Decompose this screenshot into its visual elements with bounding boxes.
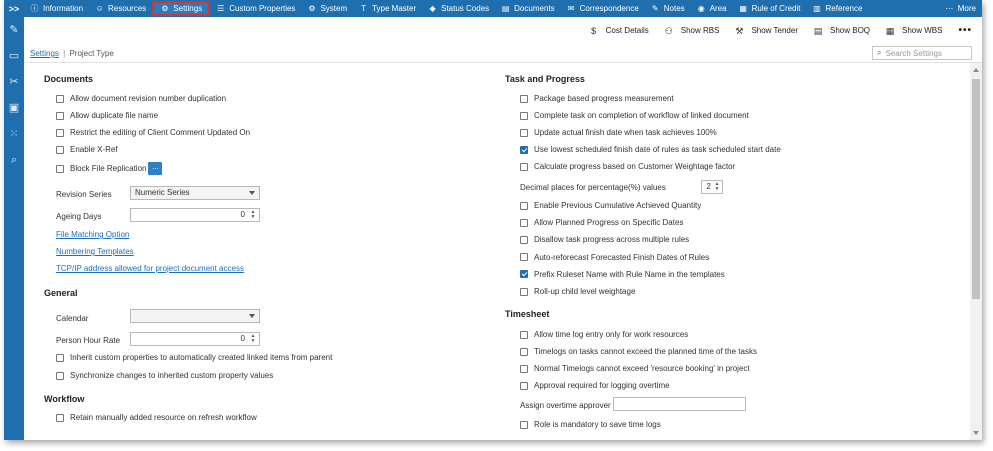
show-tender-button[interactable]	[733, 26, 798, 36]
breadcrumb	[30, 49, 114, 58]
map-pin-icon: ◉	[697, 4, 705, 13]
collapse-nav-button[interactable]: >>	[8, 3, 20, 14]
checkbox[interactable]	[520, 236, 528, 244]
nav-more-label: More	[957, 4, 976, 13]
book-icon: ▥	[813, 4, 821, 13]
checkbox[interactable]	[520, 421, 528, 429]
nav-item-notes[interactable]	[645, 1, 691, 16]
checkbox-row-restrict-the-editing-of-client-comment-updated-on[interactable]	[56, 128, 250, 137]
checkbox-label: Block File Replication	[70, 164, 147, 173]
gears-icon: ⚙	[161, 4, 169, 13]
revision-series-label: Revision Series	[56, 190, 112, 199]
calendar-label: Calendar	[56, 314, 89, 323]
breadcrumb-current: Project Type	[69, 49, 114, 58]
rule-icon: ▦	[739, 4, 747, 13]
checkbox-label: Update actual finish date when task achieves 100%	[534, 128, 717, 137]
nav-item-status-codes[interactable]	[422, 1, 495, 16]
checkbox-row-block-file-replication[interactable]	[56, 162, 162, 175]
nav-item-settings[interactable]	[152, 1, 210, 16]
nav-item-custom-properties[interactable]	[210, 1, 301, 16]
edit-icon[interactable]: ✎	[9, 24, 19, 36]
show-boq-button[interactable]	[812, 26, 870, 36]
nav-item-resources[interactable]	[89, 1, 152, 16]
checkbox-row-approval-required-for-logging-overtime[interactable]	[520, 381, 670, 390]
checkbox-row-disallow-task-progress-across-multiple-rules[interactable]	[520, 235, 689, 244]
checkbox-label: Auto-reforecast Forecasted Finish Dates of Rules	[534, 252, 710, 262]
nav-more-button[interactable]	[939, 1, 982, 16]
checkbox-label: Allow time log entry only for work resources	[534, 330, 689, 339]
breadcrumb-separator: |	[63, 49, 66, 58]
vertical-scrollbar[interactable]	[970, 63, 982, 440]
overtime-approver-label: Assign overtime approver	[520, 401, 611, 410]
checkbox-row-role-is-mandatory-to-save-time-logs[interactable]	[520, 420, 661, 429]
show-rbs-label: Show RBS	[680, 26, 720, 35]
decimal-places-value: 2	[706, 182, 711, 191]
boq-icon: ▤	[813, 25, 823, 36]
link-numbering-templates[interactable]: Numbering Templates	[56, 247, 134, 256]
nav-item-correspondence[interactable]	[561, 1, 645, 16]
nav-item-label: System	[320, 4, 348, 13]
more-dots-icon: ⋯	[945, 4, 954, 13]
show-tender-label: Show Tender	[751, 26, 798, 35]
checkbox[interactable]	[520, 270, 528, 278]
checkbox-label: Approval required for logging overtime	[534, 381, 670, 390]
checkbox-row-complete-task-on-completion-of-workflow-of-linked-document[interactable]	[520, 111, 749, 120]
left-sidebar	[4, 17, 24, 440]
chevron-down-icon	[249, 191, 255, 195]
revision-series-value: Numeric Series	[135, 188, 190, 197]
checkbox[interactable]	[56, 146, 64, 154]
checkbox[interactable]	[520, 331, 528, 339]
checkbox-label: Allow duplicate file name	[70, 111, 159, 120]
top-nav	[4, 0, 982, 17]
workflow-section-title: Workflow	[44, 394, 85, 404]
checkbox[interactable]	[56, 112, 64, 120]
info-icon: ⓘ	[30, 4, 39, 13]
checkbox[interactable]	[520, 382, 528, 390]
nav-item-label: Custom Properties	[229, 4, 296, 13]
checkbox-label: Restrict the editing of Client Comment Updated On	[70, 128, 251, 137]
checkbox-label: Disallow task progress across multiple rules	[534, 235, 690, 245]
checkbox-row-retain-manually-added-resource-on-refresh-workflow[interactable]	[56, 413, 257, 422]
person-hour-rate-input[interactable]	[130, 332, 260, 346]
dollar-icon: $	[591, 25, 597, 36]
checkbox-label: Roll-up child level weightage	[534, 287, 636, 296]
block-file-replication-options-button[interactable]: ...	[148, 162, 162, 175]
nav-item-label: Reference	[825, 4, 863, 13]
checkbox-row-calculate-progress-based-on-customer-weightage-factor[interactable]	[520, 162, 735, 171]
decimal-places-label: Decimal places for percentage(%) values	[520, 183, 666, 192]
toolbar	[24, 17, 982, 44]
nav-item-label: Information	[43, 4, 84, 13]
nav-item-label: Area	[709, 4, 727, 13]
checkbox[interactable]	[520, 163, 528, 171]
checkbox[interactable]	[520, 112, 528, 120]
checkbox-label: Retain manually added resource on refresh workflow	[70, 413, 257, 422]
checkbox[interactable]	[56, 372, 64, 380]
nav-item-reference[interactable]	[807, 1, 869, 16]
checkbox-label: Role is mandatory to save time logs	[534, 420, 661, 429]
checkbox-row-normal-timelogs-cannot-exceed-resource-booking-in-project[interactable]	[520, 364, 750, 373]
nav-item-label: Resources	[108, 4, 147, 13]
nav-item-area[interactable]	[691, 1, 733, 16]
search-icon[interactable]: ⌕	[10, 154, 18, 166]
nav-item-information[interactable]	[24, 1, 89, 16]
nav-item-documents[interactable]	[495, 1, 560, 16]
person-hour-rate-label: Person Hour Rate	[56, 336, 121, 345]
checkbox[interactable]	[56, 95, 64, 103]
checkbox-row-roll-up-child-level-weightage[interactable]	[520, 287, 635, 296]
stepper-icon[interactable]: ▲ ▼	[714, 181, 720, 192]
nav-item-label: Notes	[663, 4, 685, 13]
search-settings-input[interactable]	[872, 46, 972, 60]
checkbox[interactable]	[56, 129, 64, 137]
show-wbs-label: Show WBS	[902, 26, 943, 35]
search-placeholder: Search Settings	[885, 48, 942, 58]
revision-series-select[interactable]	[130, 186, 260, 200]
checkbox-label: Synchronize changes to inherited custom property values	[70, 371, 274, 380]
checkbox[interactable]	[56, 354, 64, 362]
ageing-days-input[interactable]	[130, 208, 260, 222]
rbs-icon: ⚇	[664, 25, 673, 36]
scroll-up-icon[interactable]	[973, 68, 979, 72]
checkbox[interactable]	[56, 165, 64, 173]
nav-item-label: Documents	[514, 4, 555, 13]
mail-icon: ✉	[567, 4, 575, 13]
checkbox-label: Inherit custom properties to automatically created linked items from parent	[70, 353, 333, 362]
checkbox-row-update-actual-finish-date-when-task-achieves-100[interactable]	[520, 128, 717, 137]
checkbox-label: Enable X-Ref	[70, 145, 118, 154]
checkbox-label: Calculate progress based on Customer Weightage factor	[534, 162, 736, 171]
stepper-icon[interactable]: ▲ ▼	[250, 333, 256, 344]
checkbox[interactable]	[520, 365, 528, 373]
checkbox-row-enable-x-ref[interactable]	[56, 145, 118, 154]
wrench-icon[interactable]: ✂	[9, 76, 19, 88]
checkbox[interactable]	[520, 129, 528, 137]
checkbox-label: Prefix Ruleset Name with Rule Name in the templates	[534, 269, 725, 279]
ageing-days-label: Ageing Days	[56, 212, 102, 221]
type-icon: T	[361, 4, 367, 13]
documents-icon: ▤	[501, 4, 510, 13]
nav-item-system[interactable]	[301, 1, 353, 16]
checkbox-row-timelogs-on-tasks-cannot-exceed-the-planned-time-of-the-tasks[interactable]	[520, 347, 757, 356]
checkbox-row-use-lowest-scheduled-finish-date-of-rules-as-task-scheduled-start-date[interactable]	[520, 145, 781, 154]
general-section-title: General	[44, 288, 78, 298]
checkbox-label: Timelogs on tasks cannot exceed the planned time of the tasks	[534, 347, 757, 356]
link-tcp-ip-address-allowed-for-project-document-access[interactable]: TCP/IP address allowed for project document access	[56, 264, 244, 273]
nav-item-type-master[interactable]	[353, 1, 422, 16]
toolbar-more-button[interactable]: •••	[958, 25, 972, 36]
checkbox-row-auto-reforecast-forecasted-finish-dates-of-rules[interactable]	[520, 253, 709, 262]
list-icon: ☰	[217, 4, 225, 13]
checkbox[interactable]	[520, 146, 528, 154]
chevron-down-icon	[249, 314, 255, 318]
nav-item-label: Settings	[173, 4, 203, 13]
checkbox-label: Package based progress measurement	[534, 94, 674, 103]
checkbox-row-allow-duplicate-file-name[interactable]	[56, 111, 158, 120]
decimal-places-input[interactable]	[701, 180, 723, 194]
checkbox-row-synchronize-changes-to-inherited-custom-property-values[interactable]	[56, 371, 273, 380]
checkbox-label: Allow Planned Progress on Specific Dates	[534, 218, 684, 228]
checkbox[interactable]	[520, 219, 528, 227]
checkbox-row-allow-planned-progress-on-specific-dates[interactable]	[520, 218, 683, 227]
status-icon: ◆	[429, 4, 436, 13]
link-file-matching-option[interactable]: File Matching Option	[56, 230, 130, 239]
checkbox[interactable]	[520, 95, 528, 103]
checkbox-label: Allow document revision number duplication	[70, 94, 227, 103]
checkbox-row-package-based-progress-measurement[interactable]	[520, 94, 674, 103]
breadcrumb-bar	[24, 44, 982, 63]
nav-item-label: Correspondence	[579, 4, 639, 13]
checkbox-label: Enable Previous Cumulative Achieved Quantity	[534, 201, 702, 210]
checkbox[interactable]	[520, 202, 528, 210]
app-window	[4, 0, 982, 440]
system-icon: ⚙	[308, 4, 316, 13]
nav-item-rule-of-credit[interactable]	[733, 1, 807, 16]
apps-grid-icon[interactable]: ⁙	[9, 128, 19, 140]
checkbox-row-inherit-custom-properties-to-automatically-created-linked-items-from-parent[interactable]	[56, 353, 332, 362]
image-icon[interactable]: ▣	[8, 102, 20, 114]
nav-item-label: Type Master	[372, 4, 417, 13]
show-rbs-button[interactable]	[663, 26, 720, 36]
scroll-down-icon[interactable]	[973, 431, 979, 435]
people-icon: ☺	[95, 4, 104, 13]
checkbox[interactable]	[56, 414, 64, 422]
tender-icon: ⚒	[735, 25, 744, 36]
folder-icon[interactable]: ▭	[8, 50, 20, 62]
search-icon: ⌕	[877, 48, 882, 57]
timesheet-section-title: Timesheet	[505, 309, 550, 319]
checkbox-row-prefix-ruleset-name-with-rule-name-in-the-templates[interactable]	[520, 270, 725, 279]
checkbox-row-allow-document-revision-number-duplication[interactable]	[56, 94, 226, 103]
checkbox[interactable]	[520, 253, 528, 261]
stepper-icon[interactable]: ▲ ▼	[250, 209, 256, 220]
person-hour-rate-value: 0	[240, 334, 245, 343]
checkbox[interactable]	[520, 288, 528, 296]
checkbox-label: Use lowest scheduled finish date of rules as task scheduled start date	[534, 145, 781, 154]
breadcrumb-settings-link[interactable]: Settings	[30, 49, 59, 58]
wbs-icon: ▦	[885, 25, 895, 36]
nav-item-label: Rule of Credit	[751, 4, 801, 13]
settings-content	[24, 63, 970, 440]
scroll-thumb[interactable]	[972, 79, 980, 299]
documents-section-title: Documents	[44, 74, 94, 84]
overtime-approver-input[interactable]	[613, 397, 746, 411]
calendar-select[interactable]	[130, 309, 260, 323]
show-wbs-button[interactable]	[884, 26, 942, 36]
checkbox-row-allow-time-log-entry-only-for-work-resources[interactable]	[520, 330, 688, 339]
pencil-icon: ✎	[651, 4, 659, 13]
checkbox-label: Complete task on completion of workflow of linked document	[534, 111, 749, 120]
ageing-days-value: 0	[240, 210, 245, 219]
nav-item-label: Status Codes	[441, 4, 490, 13]
cost-details-label: Cost Details	[605, 26, 649, 35]
checkbox[interactable]	[520, 348, 528, 356]
nav-items	[24, 1, 868, 16]
checkbox-row-enable-previous-cumulative-achieved-quantity[interactable]	[520, 201, 701, 210]
cost-details-button[interactable]	[588, 26, 649, 36]
task-progress-section-title: Task and Progress	[505, 74, 585, 84]
checkbox-label: Normal Timelogs cannot exceed 'resource booking' in project	[534, 364, 750, 373]
show-boq-label: Show BOQ	[830, 26, 871, 35]
